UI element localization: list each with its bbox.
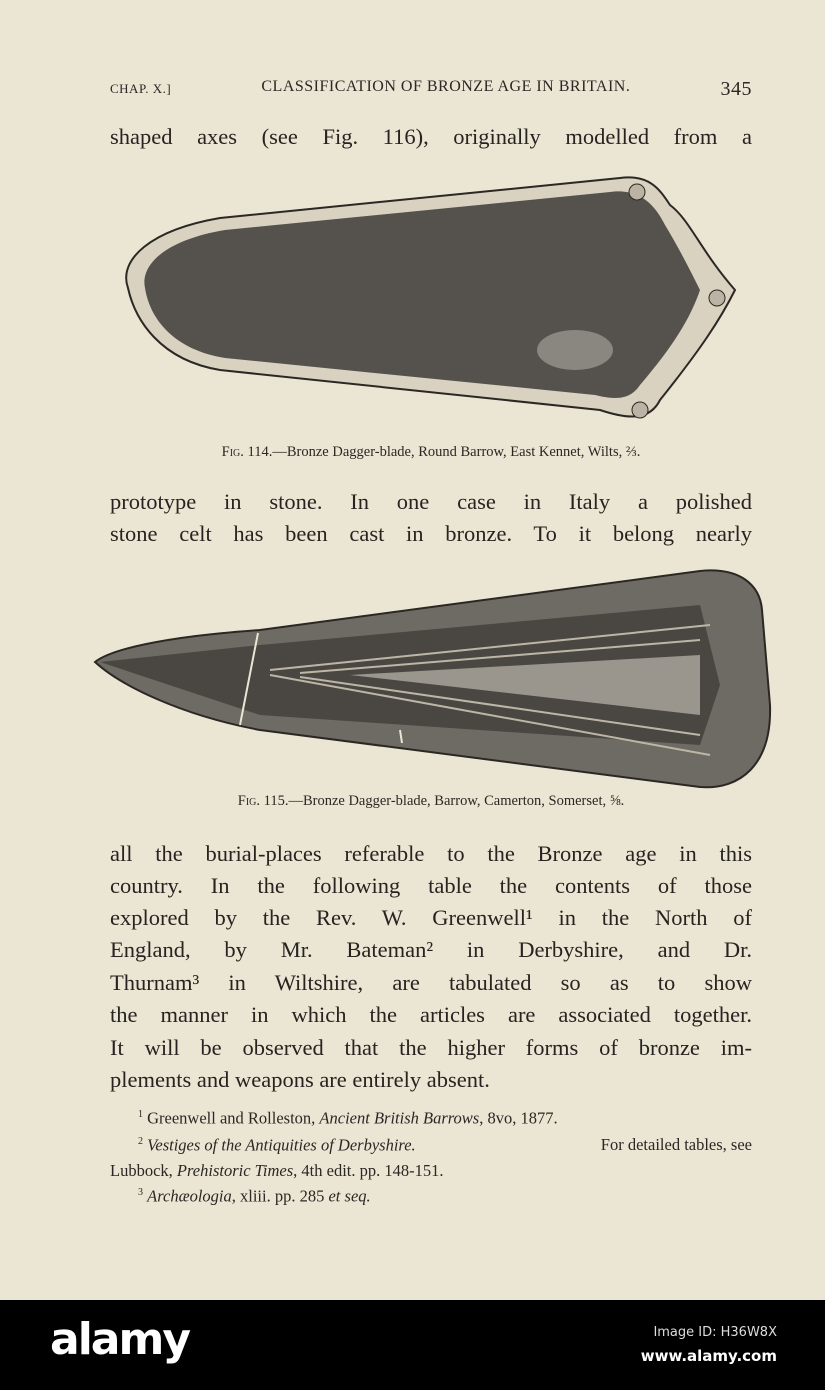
body-line: Thurnam³ in Wiltshire, are tabulated so as to show (110, 970, 752, 995)
fn-italic: et seq. (328, 1186, 371, 1206)
body-line: It will be observed that the higher forms of bronze im- (110, 1035, 752, 1060)
fn-text: , xliii. pp. 285 (231, 1186, 329, 1206)
body-line: all the burial-places referable to the Bronze age in this (110, 841, 752, 866)
figure-114-caption (110, 444, 752, 461)
fn-text: Greenwell and Rolleston, (147, 1108, 320, 1128)
body-line: country. In the following table the contents of those (110, 873, 752, 898)
watermark-bar (0, 1300, 825, 1390)
footnote-mark: 2 (138, 1136, 143, 1147)
caption-text: —Bronze Dagger-blade, Barrow, Camerton, Somerset, ⅝. (288, 793, 625, 809)
fn-italic: Prehistoric Times (176, 1161, 294, 1180)
body-line: shaped axes (see Fig. 116), originally modelled from a (110, 124, 752, 149)
figure-115-dagger-image (0, 565, 825, 795)
fn-italic: Ancient British Barrows (319, 1108, 480, 1128)
page-number: 345 (720, 78, 752, 100)
footnote-2-cont (110, 1163, 752, 1180)
fn-text: , 4th edit. pp. 148-151. (293, 1161, 444, 1180)
fn-italic: Archæologia (147, 1186, 232, 1206)
body-line: explored by the Rev. W. Greenwell¹ in the North of (110, 905, 752, 930)
image-id: Image ID: H36W8X (653, 1325, 777, 1340)
body-line: England, by Mr. Bateman² in Derbyshire, and Dr. (110, 937, 752, 962)
body-line: stone celt has been cast in bronze. To it belong nearly (110, 521, 752, 546)
alamy-logo: alamy (50, 1314, 189, 1365)
figure-label: Fig. 114. (221, 444, 273, 460)
fn-text: For detailed tables, see (600, 1135, 752, 1154)
header-title: CLASSIFICATION OF BRONZE AGE IN BRITAIN. (261, 78, 631, 95)
fn-text: , 8vo, 1877. (479, 1108, 558, 1128)
fn-italic: Vestiges of the Antiquities of Derbyshire. (147, 1135, 416, 1155)
running-header (110, 78, 752, 101)
footnote-1 (110, 1110, 780, 1127)
body-line: prototype in stone. In one case in Italy a polished (110, 489, 752, 514)
figure-label: Fig. 115. (237, 793, 289, 809)
figure-115-caption (110, 793, 752, 810)
footnote-3 (110, 1188, 780, 1205)
footnote-mark: 1 (138, 1109, 143, 1120)
body-line: plements and weapons are entirely absent. (110, 1067, 490, 1092)
fn-text: Lubbock, (110, 1161, 177, 1180)
footnote-mark: 3 (138, 1187, 143, 1198)
chapter-label: CHAP. X.] (110, 81, 172, 96)
figure-114-dagger-image (0, 170, 825, 440)
body-line: the manner in which the articles are associated together. (110, 1002, 752, 1027)
watermark-url: www.alamy.com (640, 1347, 777, 1365)
caption-text: —Bronze Dagger-blade, Round Barrow, East Kennet, Wilts, ⅔. (272, 444, 641, 460)
footnote-2 (110, 1137, 752, 1154)
